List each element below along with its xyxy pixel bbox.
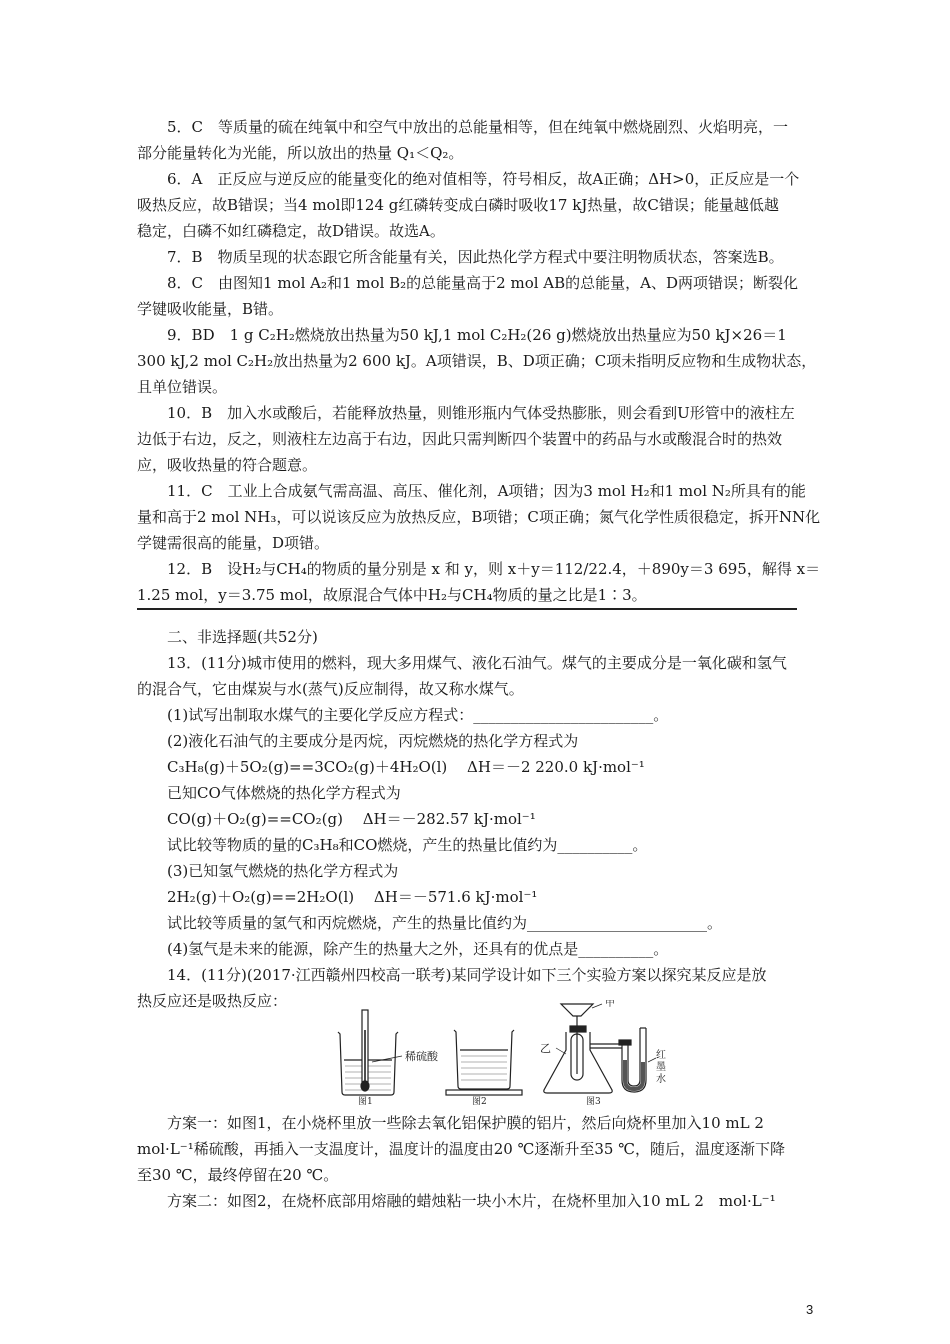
answer-line: 9．BD 1 g C₂H₂燃烧放出热量为50 kJ,1 mol C₂H₂(26 g)燃烧放出热量应为50 kJ×26＝1 <box>167 326 787 344</box>
question-line: (3)已知氢气燃烧的热化学方程式为 <box>167 862 399 880</box>
question-line: (2)液化石油气的主要成分是丙烷，丙烷燃烧的热化学方程式为 <box>167 732 579 750</box>
page-number: 3 <box>806 1302 814 1317</box>
answer-line: 学键需很高的能量，D项错。 <box>137 534 330 552</box>
equation-line: CO(g)＋O₂(g)==CO₂(g) ΔH＝－282.57 kJ·mol⁻¹ <box>167 810 536 828</box>
answer-line: 部分能量转化为光能，所以放出的热量 Q₁＜Q₂。 <box>137 144 464 162</box>
yi-label: 乙 <box>540 1042 551 1055</box>
answer-line: 学键吸收能量，B错。 <box>137 300 284 318</box>
plan-line: 方案一：如图1，在小烧杯里放一些除去氧化铝保护膜的铝片，然后向烧杯里加入10 mL 2 <box>167 1114 764 1132</box>
question-line: 试比较等物质的量的C₃H₈和CO燃烧，产生的热量比值约为__________。 <box>167 836 648 854</box>
question-line: (4)氢气是未来的能源，除产生的热量大之外，还具有的优点是__________。 <box>167 940 669 958</box>
question-line: (1)试写出制取水煤气的主要化学反应方程式：________________________。 <box>167 706 669 724</box>
question-line: 14．(11分)(2017·江西赣州四校高一联考)某同学设计如下三个实验方案以探究某反应是放 <box>167 966 767 984</box>
answer-line: 10．B 加入水或酸后，若能释放热量，则锥形瓶内气体受热膨胀，则会看到U形管中的液柱左 <box>167 404 795 422</box>
experiment-figure-svg <box>330 1000 690 1106</box>
answer-explanations <box>137 114 821 608</box>
answer-line: 应，吸收热量的符合题意。 <box>137 456 318 474</box>
equation-line: 2H₂(g)＋O₂(g)==2H₂O(l) ΔH＝－571.6 kJ·mol⁻¹ <box>167 888 538 906</box>
figure-caption: 图2 <box>472 1097 487 1106</box>
question-line: 试比较等质量的氢气和丙烷燃烧，产生的热量比值约为________________________。 <box>167 914 723 932</box>
answer-line: 12．B 设H₂与CH₄的物质的量分别是 x 和 y，则 x＋y＝112/22.4，＋890y＝3 695，解得 x＝ <box>167 560 821 578</box>
plan-line: 方案二：如图2，在烧杯底部用熔融的蜡烛粘一块小木片，在烧杯里加入10 mL 2 mol·L⁻¹ <box>167 1192 776 1210</box>
figure-caption: 图3 <box>586 1097 601 1106</box>
answer-line: 边低于右边，反之，则液柱左边高于右边，因此只需判断四个装置中的药品与水或酸混合时的热效 <box>137 430 783 448</box>
non-choice-section <box>137 624 813 1014</box>
answer-line: 稳定，白磷不如红磷稳定，故D错误。故选A。 <box>137 222 445 240</box>
flask-with-u-tube <box>544 1004 656 1093</box>
answer-line: 且单位错误。 <box>137 378 228 396</box>
question-line: 13．(11分)城市使用的燃料，现大多用煤气、液化石油气。煤气的主要成分是一氧化碳和氢气 <box>167 654 787 672</box>
jia-label: 甲 <box>605 1000 615 1009</box>
experiment-figure <box>330 1000 690 1106</box>
ink-label: 红 <box>656 1050 666 1061</box>
answer-line: 吸热反应，故B错误；当4 mol即124 g红磷转变成白磷时吸收17 kJ热量，故C错误；能量越低越 <box>137 196 779 214</box>
beaker-on-wood <box>446 1030 522 1095</box>
acid-label: 稀硫酸 <box>405 1050 438 1063</box>
experiment-plans <box>137 1110 813 1214</box>
question-line: 的混合气，它由煤炭与水(蒸气)反应制得，故又称水煤气。 <box>137 680 524 698</box>
answer-line: 300 kJ,2 mol C₂H₂放出热量为2 600 kJ。A项错误，B、D项正确；C项未指明反应物和生成物状态， <box>137 352 817 370</box>
plan-line: mol·L⁻¹稀硫酸，再插入一支温度计，温度计的温度由20 ℃逐渐升至35 ℃，随后，温度逐渐下降 <box>137 1140 785 1158</box>
answer-line: 1.25 mol，y＝3.75 mol，故原混合气体中H₂与CH₄物质的量之比是1∶3。 <box>137 586 647 604</box>
section-heading: 二、非选择题(共52分) <box>167 628 318 646</box>
section-divider <box>137 608 797 610</box>
answer-line: 11．C 工业上合成氨气需高温、高压、催化剂，A项错；因为3 mol H₂和1 mol N₂所具有的能 <box>167 482 806 500</box>
question-line: 热反应还是吸热反应： <box>137 992 288 1010</box>
plan-line: 至30 ℃，最终停留在20 ℃。 <box>137 1166 339 1184</box>
figure-caption: 图1 <box>358 1097 373 1106</box>
question-line: 已知CO气体燃烧的热化学方程式为 <box>167 784 401 802</box>
beaker-with-thermometer <box>338 1010 402 1095</box>
ink-label: 水 <box>656 1074 666 1085</box>
equation-line: C₃H₈(g)＋5O₂(g)==3CO₂(g)＋4H₂O(l) ΔH＝－2 220.0 kJ·mol⁻¹ <box>167 758 645 776</box>
answer-line: 6．A 正反应与逆反应的能量变化的绝对值相等，符号相反，故A正确；ΔH>0，正反应是一个 <box>167 170 800 188</box>
answer-line: 5．C 等质量的硫在纯氧中和空气中放出的总能量相等，但在纯氧中燃烧剧烈、火焰明亮，一 <box>167 118 789 136</box>
answer-line: 8．C 由图知1 mol A₂和1 mol B₂的总能量高于2 mol AB的总能量，A、D两项错误；断裂化 <box>167 274 799 292</box>
answer-line: 7．B 物质呈现的状态跟它所含能量有关，因此热化学方程式中要注明物质状态，答案选B。 <box>167 248 784 266</box>
answer-line: 量和高于2 mol NH₃，可以说该反应为放热反应，B项错；C项正确；氮气化学性质很稳定，拆开NN化 <box>137 508 821 526</box>
ink-label: 墨 <box>656 1062 666 1073</box>
